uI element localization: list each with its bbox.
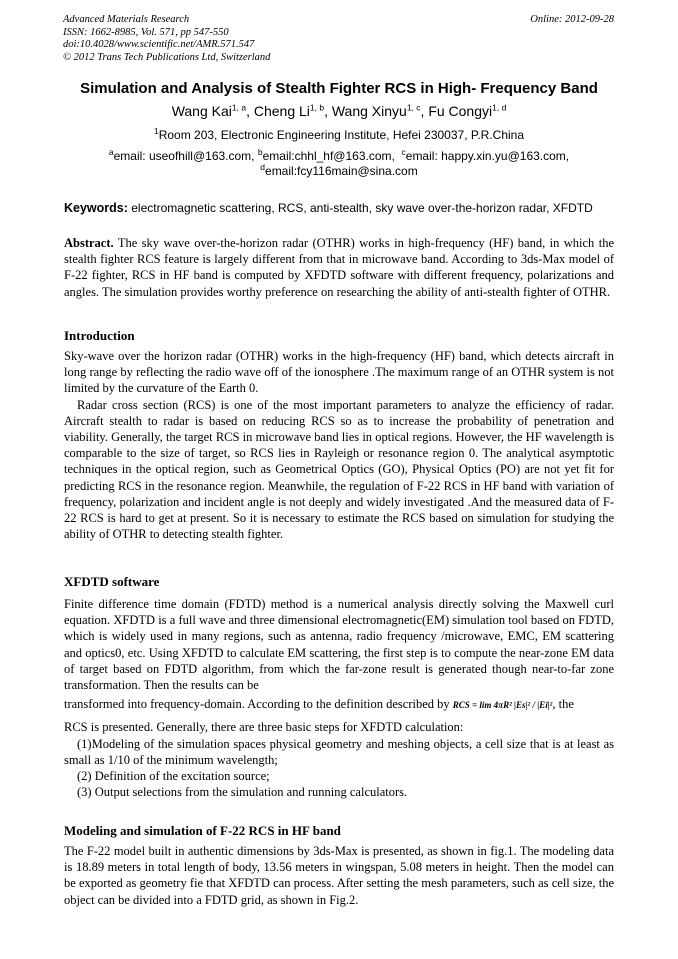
email-list bbox=[60, 149, 618, 179]
copyright-line: © 2012 Trans Tech Publications Ltd, Switzerland bbox=[63, 51, 271, 63]
keywords-label: Keywords: bbox=[64, 201, 128, 215]
email-sup: b bbox=[257, 147, 263, 157]
section-heading-introduction: Introduction bbox=[64, 328, 135, 343]
author-list: Wang Kai$^{1, a}$, Cheng Li$^{1, b}$, Wang Xinyu$^{1, c}$, Fu Congyi$^{1, d}$ bbox=[171, 102, 507, 119]
keywords-text: electromagnetic scattering, RCS, anti-stealth, sky wave over-the-horizon radar, XFDTD bbox=[131, 201, 593, 215]
section-heading-modeling: Modeling and simulation of F-22 RCS in HF band bbox=[64, 823, 341, 838]
email-text: email: happy.xin.yu@163.com, bbox=[405, 149, 570, 163]
paragraph: Sky-wave over the horizon radar (OTHR) works in the high-frequency (HF) band, which detects aircraft in long range by reflecting the radio wave off of the ionosphere .The maximum range of an OTHR system is not limited by the curvature of the Earth 0. bbox=[64, 349, 614, 396]
section-heading-xfdtd: XFDTD software bbox=[64, 574, 160, 589]
affiliation-sup: 1 bbox=[153, 126, 159, 136]
equation-suffix: , the bbox=[552, 697, 574, 712]
online-date: Online: 2012-09-28 bbox=[530, 14, 614, 25]
email-sup: c bbox=[401, 147, 406, 157]
doi-line: doi:10.4028/www.scientific.net/AMR.571.547 bbox=[63, 39, 255, 50]
keywords bbox=[64, 201, 624, 215]
paragraph: Radar cross section (RCS) is one of the most important parameters to analyze the efficiency of radar. Aircraft stealth to radar is based on reducing RCS so as to increase the probability of penetration and viability. Generally, the target RCS in microwave band lies in optical regions. However, the HF wavelength is comparable to the size of target, so RCS lies in Rayleigh or resonance region 0. The analytical asymptotic techniques in the optical region, such as Geometrical Optics (GO), Physical Optics (PO) are not yet fit for predicting RCS in the resonance region. Meanwhile, the regulation of F-22 RCS in HF band with variation of frequency, polarization and incident angle is not deeply and widely investigated .And the measured data of F-22 RCS is hard to get at present. So it is necessary to estimate the RCS based on simulation for studying the ability of OTHR to detecting stealth fighter. bbox=[64, 397, 614, 542]
email-sup: a bbox=[108, 147, 114, 157]
affiliation bbox=[0, 128, 678, 142]
xfdtd-body bbox=[64, 596, 614, 800]
issn-line: ISSN: 1662-8985, Vol. 571, pp 547-550 bbox=[63, 26, 229, 38]
email-text: email:chhl_hf@163.com, bbox=[262, 149, 395, 163]
author-sup: 1, c bbox=[406, 102, 421, 113]
step-item: (2) Definition of the excitation source; bbox=[77, 769, 270, 784]
abstract-text: The sky wave over-the-horizon radar (OTHR) works in high-frequency (HF) band, in which the stealth fighter RCS feature is largely different from that in microwave band. According to 3ds-Max model of F-22 fighter, RCS in HF band is computed by XFDTD software with different frequency, polarizations and angles. The simulation provides worthy preference on researching the ability of anti-stealth fighter of OTHR. bbox=[64, 236, 614, 299]
author-sup: 1, d bbox=[492, 102, 507, 113]
paragraph: Finite difference time domain (FDTD) method is a numerical analysis directly solving the Maxwell curl equation. XFDTD is a full wave and three dimensional electromagnetic(EM) simulation tool based on FDTD, which is widely used in many regions, such as antenna, radio frequency /microwave, EMC, EM scattering and optics0, etc. Using XFDTD to calculate EM scattering, the first step is to compute the near-zone EM data of target based on FDTD algorithm, from which the far-zone result is generated though near-to-far zone transformation. Then the results can be bbox=[64, 597, 614, 693]
modeling-body bbox=[64, 843, 614, 908]
journal-header bbox=[63, 14, 270, 64]
journal-name: Advanced Materials Research bbox=[63, 14, 190, 25]
email-text: email: useofhill@163.com, bbox=[113, 149, 255, 163]
paragraph: The F-22 model built in authentic dimensions by 3ds-Max is presented, as shown in fig.1. The modeling data is 18.89 meters in total length of body, 13.56 meters in wingspan, 5.08 meters in height. Then the model can be exported as geometry fie that XFDTD can process. After setting the mesh parameters, such as cell size, the object can be divided into a FDTD grid, as shown in Fig.2. bbox=[64, 844, 614, 907]
author-name: Wang Xinyu bbox=[331, 103, 407, 119]
rcs-equation: RCS = lim 4πR² |Es|² / |Ei|² bbox=[452, 700, 553, 711]
author-name: Cheng Li bbox=[253, 103, 310, 119]
paragraph-tail: transformed into frequency-domain. According to the definition described by bbox=[64, 697, 450, 712]
author-name: Wang Kai bbox=[171, 103, 232, 119]
paper-title: Simulation and Analysis of Stealth Fighter RCS in High- Frequency Band bbox=[80, 80, 598, 97]
affiliation-text: Room 203, Electronic Engineering Institute, Hefei 230037, P.R.China bbox=[158, 128, 525, 142]
step-item: (1)Modeling of the simulation spaces physical geometry and meshing objects, a cell size that is at least as small as 1/10 of the minimum wavelength; bbox=[64, 736, 614, 767]
introduction-body bbox=[64, 348, 614, 542]
paragraph: RCS is presented. Generally, there are three basic steps for XFDTD calculation: bbox=[64, 720, 464, 735]
abstract-label: Abstract. bbox=[64, 236, 114, 250]
author-name: Fu Congyi bbox=[428, 103, 493, 119]
email-text: email:fcy116main@sina.com bbox=[265, 164, 418, 178]
abstract bbox=[64, 235, 614, 300]
email-sup: d bbox=[260, 162, 266, 172]
author-sup: 1, b bbox=[309, 102, 325, 113]
author-sup: 1, a bbox=[231, 102, 247, 113]
step-item: (3) Output selections from the simulation and running calculators. bbox=[77, 785, 408, 800]
